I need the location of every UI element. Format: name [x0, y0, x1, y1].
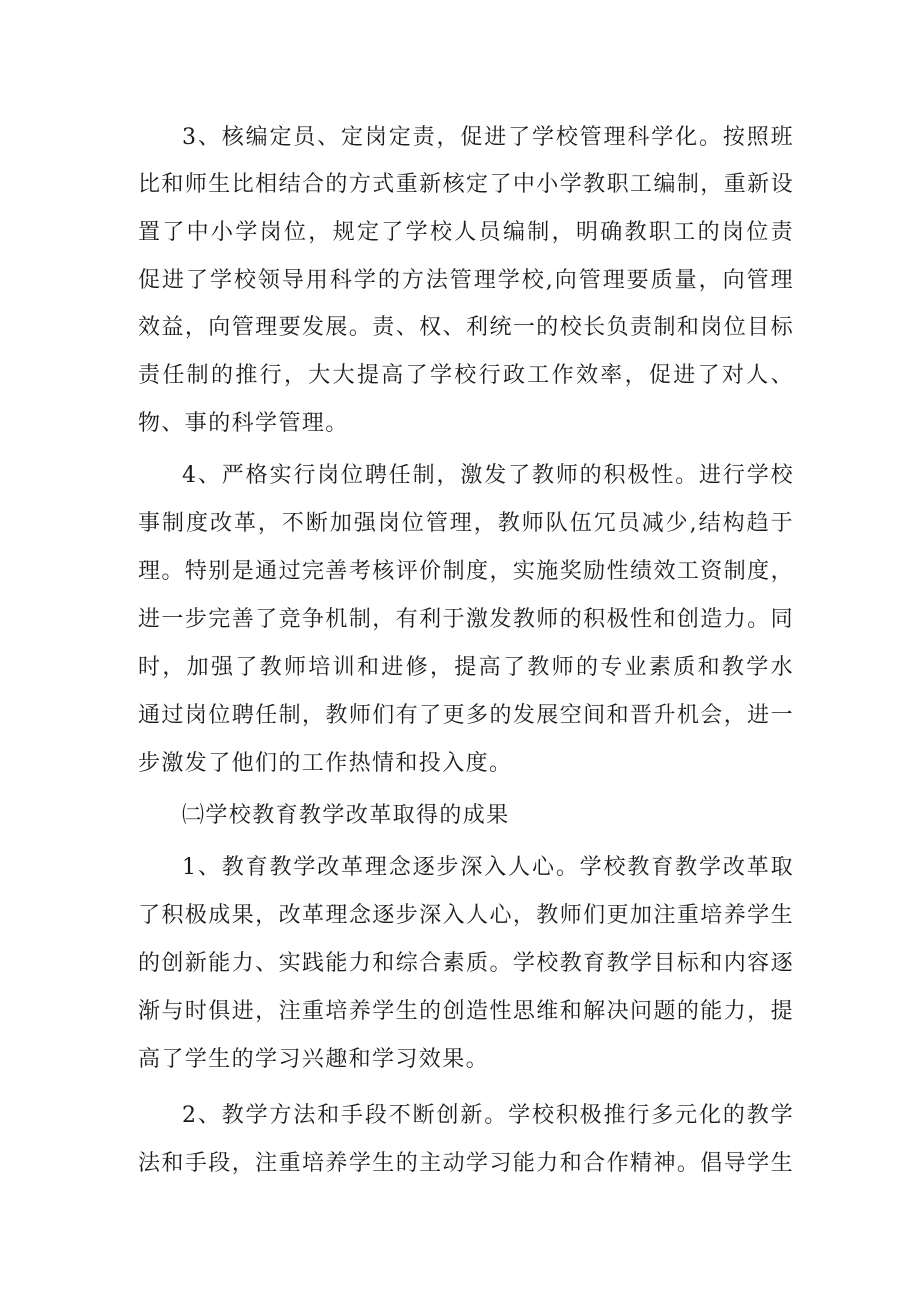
paragraph-b1-line-1: 1、教育教学改革理念逐步深入人心。学校教育教学改革取	[182, 855, 794, 880]
paragraph-4-line-5: 时，加强了教师培训和进修，提高了教师的专业素质和教学水	[138, 655, 794, 680]
paragraph-b1-line-2: 了积极成果，改革理念逐步深入人心，教师们更加注重培养学生	[138, 903, 794, 928]
paragraph-b1-line-5: 高了学生的学习兴趣和学习效果。	[138, 1047, 490, 1072]
paragraph-4-line-4: 进一步完善了竞争机制，有利于激发教师的积极性和创造力。同	[138, 607, 794, 632]
paragraph-3-line-7: 物、事的科学管理。	[138, 411, 349, 436]
paragraph-4-line-1: 4、严格实行岗位聘任制，激发了教师的积极性。进行学校	[182, 463, 794, 488]
paragraph-4-line-7: 步激发了他们的工作热情和投入度。	[138, 751, 513, 776]
paragraph-b2-line-1: 2、教学方法和手段不断创新。学校积极推行多元化的教学	[182, 1103, 794, 1128]
paragraph-3-line-4: 促进了学校领导用科学的方法管理学校,向管理要质量，向管理	[138, 268, 794, 293]
paragraph-b2-line-2: 法和手段，注重培养学生的主动学习能力和合作精神。倡导学生	[138, 1151, 794, 1176]
paragraph-4-line-6: 通过岗位聘任制，教师们有了更多的发展空间和晋升机会，进一	[138, 703, 794, 728]
paragraph-3-line-1: 3、核编定员、定岗定责，促进了学校管理科学化。按照班	[182, 125, 794, 150]
paragraph-3-line-2: 比和师生比相结合的方式重新核定了中小学教职工编制，重新设	[138, 172, 794, 197]
paragraph-3-line-5: 效益，向管理要发展。责、权、利统一的校长负责制和岗位目标	[138, 315, 794, 340]
paragraph-4-line-3: 理。特别是通过完善考核评价制度，实施奖励性绩效工资制度，	[138, 559, 794, 584]
section-heading: ㈡学校教育教学改革取得的成果	[182, 803, 510, 828]
paragraph-b1-line-4: 渐与时俱进，注重培养学生的创造性思维和解决问题的能力，提	[138, 999, 794, 1024]
paragraph-4-line-2: 事制度改革，不断加强岗位管理，教师队伍冗员减少,结构趋于	[138, 511, 794, 536]
paragraph-3-line-3: 置了中小学岗位，规定了学校人员编制，明确教职工的岗位责	[138, 220, 794, 245]
paragraph-3-line-6: 责任制的推行，大大提高了学校行政工作效率，促进了对人、	[138, 363, 794, 388]
paragraph-b1-line-3: 的创新能力、实践能力和综合素质。学校教育教学目标和内容逐	[138, 951, 794, 976]
